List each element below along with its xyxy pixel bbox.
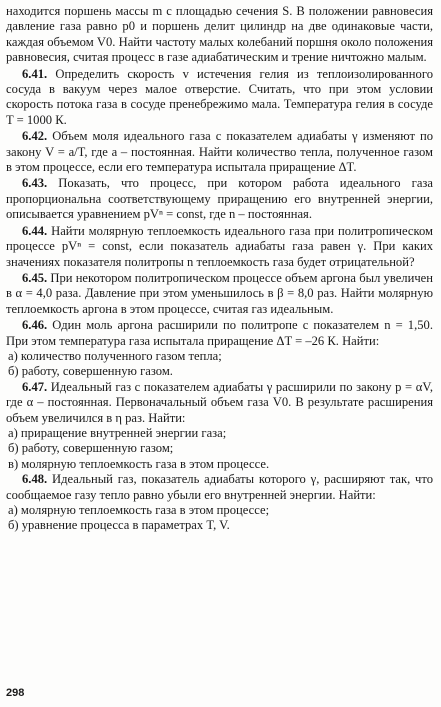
problem-text: При некотором политропическом процессе объем аргона был увеличен в α = 4,0 раза. Давление при этом уменьшилось в β = 8,0 раз. Найти молярную теплоемкость аргона в этом процессе, считая газ идеальным. bbox=[6, 270, 433, 316]
problem-6-44 bbox=[6, 224, 433, 270]
problem-6-46 bbox=[6, 318, 433, 349]
list-item: а) приращение внутренней энергии газа; bbox=[8, 425, 227, 440]
problem-6-48 bbox=[6, 472, 433, 503]
list-item: б) работу, совершенную газом; bbox=[8, 441, 174, 456]
problem-6-45 bbox=[6, 271, 433, 317]
list-item: б) работу, совершенную газом. bbox=[8, 364, 173, 379]
problem-number: 6.44. bbox=[22, 223, 48, 238]
problem-text: Определить скорость v истечения гелия из теплоизолированного сосуда в вакуум через малое отверстие. Считать, что при этом условии скорость потока газа в сосуде пренебрежимо мала. Температура гелия в сосуде T = 1000 К. bbox=[6, 66, 433, 127]
list-item: в) молярную теплоемкость газа в этом процессе. bbox=[8, 456, 270, 471]
intro-paragraph: находится поршень массы m с площадью сечения S. В положении равновесия давление газа равно p0 и поршень делит цилиндр на две одинаковые части, каждая объемом V0. Найти частоту малых колебаний поршня около положения равновесия, считая процесс в газе адиабатическим и трение ничтожно малым. bbox=[6, 4, 433, 65]
list-item: а) молярную теплоемкость газа в этом процессе; bbox=[8, 503, 270, 517]
problem-number: 6.42. bbox=[22, 129, 48, 144]
problem-text: Найти молярную теплоемкость идеального газа при политропическом процессе pVⁿ = const, если показатель адиабаты газа равен γ. При каких значениях показателя политропы n теплоемкость газа будет отрицательной? bbox=[6, 223, 433, 269]
problem-number: 6.48. bbox=[22, 472, 48, 487]
problem-number: 6.43. bbox=[22, 176, 48, 191]
list-item: а) количество полученного газом тепла; bbox=[8, 348, 222, 363]
problem-text: Идеальный газ с показателем адиабаты γ расширили по закону p = αV, где α – постоянная. Первоначальный объем газа V0. В результате расширения объем увеличился в η раз. Найти: bbox=[6, 379, 433, 425]
problem-number: 6.45. bbox=[22, 270, 48, 285]
problem-6-42 bbox=[6, 129, 433, 175]
problem-6-43 bbox=[6, 176, 433, 222]
problem-number: 6.47. bbox=[22, 379, 48, 394]
problem-text: Показать, что процесс, при котором работа идеального газа пропорциональна соответствующему приращению его внутренней энергии, описывается уравнением pVⁿ = const, где n – постоянная. bbox=[6, 176, 433, 222]
problem-number: 6.46. bbox=[22, 318, 48, 333]
problem-text: Объем моля идеального газа с показателем адиабаты γ изменяют по закону V = a/T, где a – постоянная. Найти количество тепла, полученное газом в этом процессе, если его температура испытала приращение ΔT. bbox=[6, 129, 433, 175]
problem-6-47 bbox=[6, 380, 433, 426]
problem-6-46-items bbox=[6, 349, 433, 380]
problem-6-47-items bbox=[6, 426, 433, 472]
problem-number: 6.41. bbox=[22, 66, 48, 81]
problem-text: Один моль аргона расширили по политропе с показателем n = 1,50. При этом температура газа испытала приращение ΔT = –26 К. Найти: bbox=[6, 318, 433, 348]
problem-6-48-items bbox=[6, 503, 433, 534]
page-number: 298 bbox=[6, 687, 25, 699]
problem-6-41 bbox=[6, 67, 433, 129]
list-item: б) уравнение процесса в параметрах T, V. bbox=[8, 518, 230, 533]
problem-text: Идеальный газ, показатель адиабаты которого γ, расширяют так, что сообщаемое газу тепло равно убыли его внутренней энергии. Найти: bbox=[6, 472, 433, 502]
